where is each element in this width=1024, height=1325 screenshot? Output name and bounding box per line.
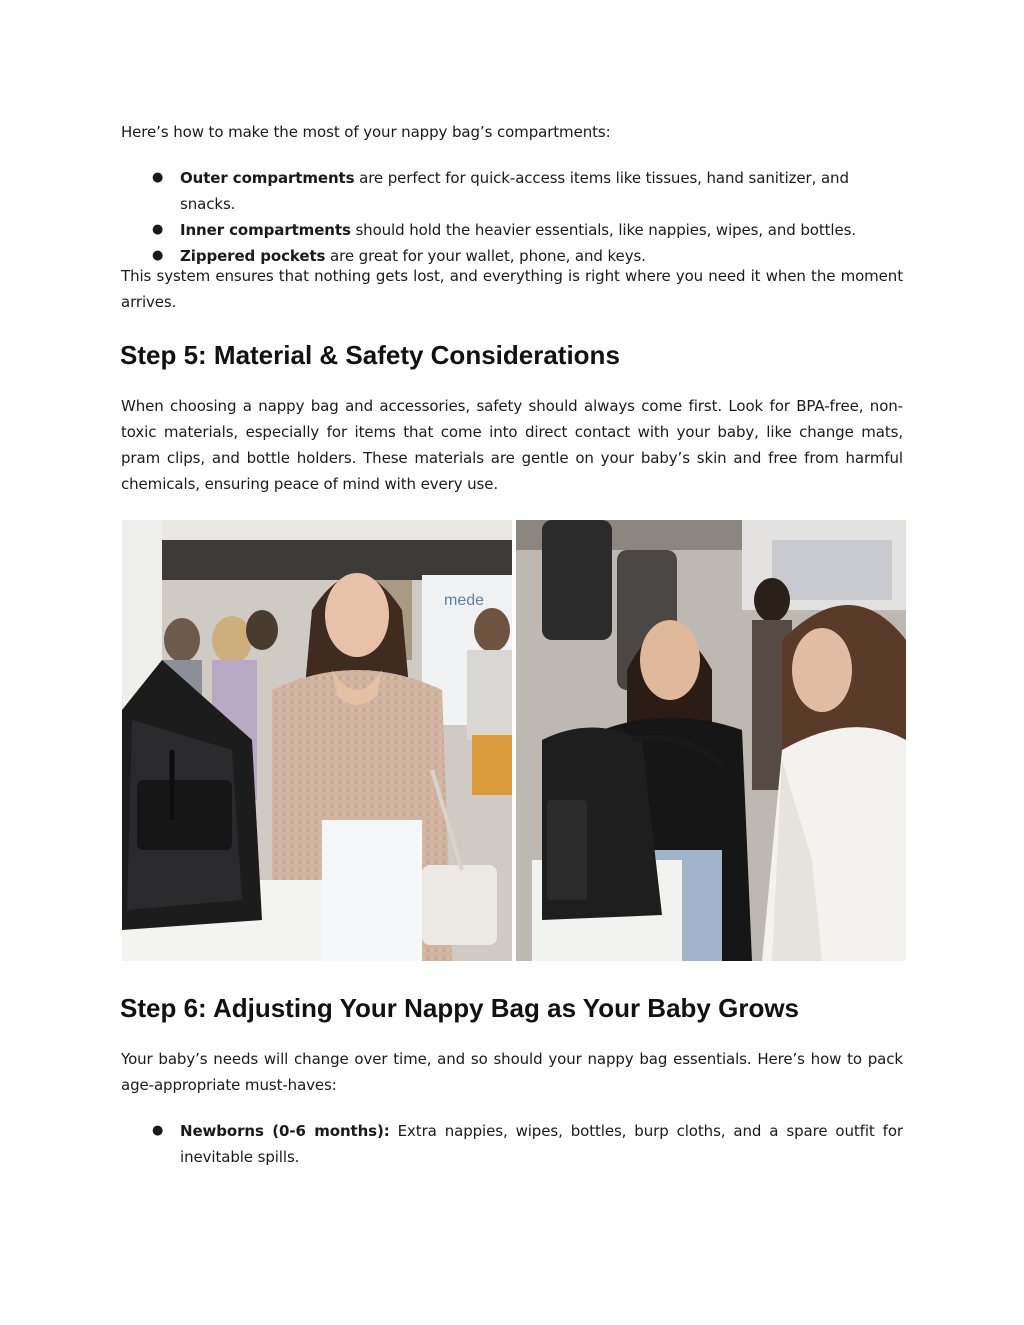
bullet-icon: ● [152,1123,164,1138]
list-item [121,165,903,217]
list-item-text: are perfect for quick-access items like tissues, hand sanitizer, and snacks. [180,169,849,213]
list-item [121,1118,903,1170]
booth-sign-text: mede [444,592,485,609]
list-item-term: Zippered pockets [180,247,326,265]
list-item-text: Extra nappies, wipes, bottles, burp cloths, and a spare outfit for inevitable spills. [180,1122,903,1166]
intro-paragraph: Here’s how to make the most of your nappy bag’s compartments: [121,123,611,141]
compartments-list [121,165,903,269]
bullet-icon: ● [152,248,164,263]
list-item-term: Inner compartments [180,221,351,239]
step6-paragraph: Your baby’s needs will change over time, and so should your nappy bag essentials. Here’s how to pack age-appropriate must-haves: [121,1050,903,1094]
step5-heading: Step 5: Material & Safety Considerations [120,340,620,370]
system-note-paragraph: This system ensures that nothing gets lost, and everything is right where you need it when the moment arrives. [121,267,903,311]
list-item-term: Newborns (0-6 months): [180,1122,390,1140]
bullet-icon: ● [152,170,164,185]
list-item-text: should hold the heavier essentials, like nappies, wipes, and bottles. [350,221,856,239]
list-item [121,217,903,243]
nappy-bag-photo [122,520,906,961]
step5-paragraph: When choosing a nappy bag and accessories, safety should always come first. Look for BPA-free, non-toxic materials, especially for items that come into direct contact with your baby, like change mats, pram clips, and bottle holders. These materials are gentle on your baby’s skin and free from harmful chemicals, ensuring peace of mind with every use. [121,397,903,493]
age-items-list [121,1118,903,1170]
list-item-term: Outer compartments [180,169,355,187]
step6-heading: Step 6: Adjusting Your Nappy Bag as Your Baby Grows [120,993,800,1023]
list-item-text: are great for your wallet, phone, and keys. [325,247,646,265]
bullet-icon: ● [152,222,164,237]
